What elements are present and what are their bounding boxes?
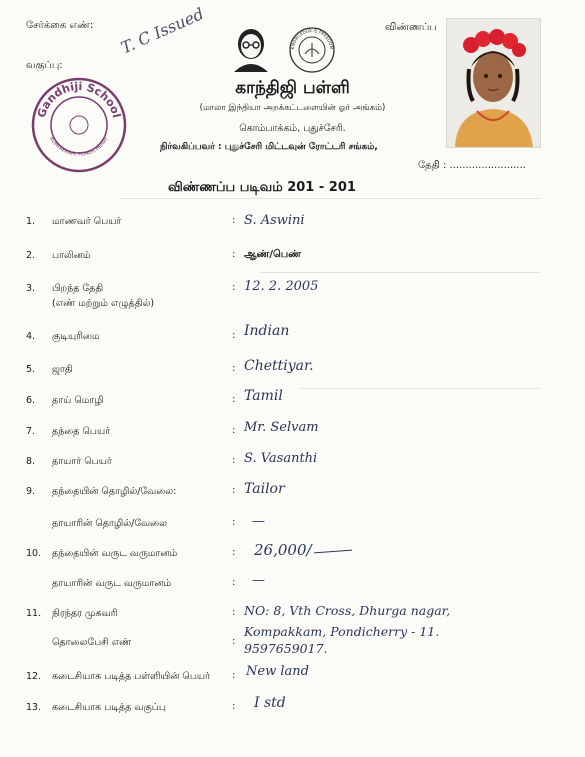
row-label-sub: (எண் மற்றும் எழுத்தில்) [52, 298, 155, 309]
previous-class-value[interactable]: I std [254, 695, 286, 711]
row-colon: : [232, 701, 236, 712]
admission-no-label: சேர்க்கை எண்: [26, 20, 94, 31]
address-line-2[interactable]: Kompakkam, Pondicherry - 11. [244, 624, 440, 639]
row-colon: : [232, 577, 236, 588]
row-colon: : [232, 455, 236, 466]
row-number: 7. [26, 426, 36, 437]
row-label: நிரந்தர முகவரி [52, 608, 118, 619]
row-number: 9. [26, 486, 36, 497]
bleed-line [260, 272, 540, 273]
form-title: விண்ணப்ப படிவம் 201 - 201 [168, 180, 356, 195]
row-label: தந்தை பெயர் [52, 426, 111, 437]
caste-value[interactable]: Chettiyar. [244, 358, 314, 374]
row-colon: : [232, 636, 236, 647]
row-colon: : [232, 394, 236, 405]
mother-income-value[interactable]: — [252, 573, 265, 588]
row-colon: : [232, 485, 236, 496]
row-label: தந்தையின் தொழில்/வேலை: [52, 486, 177, 497]
row-colon: : [232, 425, 236, 436]
rotary-emblem [288, 26, 336, 74]
row-number: 11. [26, 608, 42, 619]
row-label: தந்தையின் வருட வருமானம் [52, 548, 178, 559]
father-name-value[interactable]: Mr. Selvam [244, 420, 319, 435]
row-label: தாயாரின் வருட வருமானம் [52, 578, 172, 589]
income-underline [314, 550, 352, 554]
bleed-line [300, 388, 540, 389]
row-label: பாலினம் [52, 250, 91, 261]
student-name-value[interactable]: S. Aswini [244, 213, 305, 228]
row-colon: : [232, 215, 236, 226]
date-field[interactable] [418, 160, 526, 172]
mother-tongue-value[interactable]: Tamil [244, 388, 283, 404]
school-name: காந்திஜி பள்ளி [235, 78, 350, 98]
row-number: 12. [26, 671, 42, 682]
mother-name-value[interactable]: S. Vasanthi [244, 451, 318, 466]
row-number: 2. [26, 250, 36, 261]
nationality-value[interactable]: Indian [244, 323, 290, 339]
phone-value[interactable]: 9597659017. [244, 641, 328, 656]
row-label: பிறந்த தேதி [52, 283, 104, 294]
row-number: 10. [26, 548, 42, 559]
class-label: வகுப்பு: [26, 60, 63, 71]
row-label: மாணவர் பெயர் [52, 216, 122, 227]
row-colon: : [232, 363, 236, 374]
row-number: 8. [26, 456, 36, 467]
handwritten-tc-note: T. C Issued [118, 3, 207, 58]
row-number: 13. [26, 702, 42, 713]
row-label: தாய் மொழி [52, 395, 104, 406]
gandhi-portrait-icon [228, 24, 274, 72]
row-colon: : [232, 547, 236, 558]
row-label: ஜாதி [52, 364, 73, 375]
administered-by: நிர்வகிப்பவர் : புதுச்சேரி மிட்டவுன் ரோட்டரி சங்கம், [160, 142, 378, 152]
row-number: 1. [26, 216, 36, 227]
rotary-text: KNOWLEDGE IS FREEDOM [289, 27, 335, 50]
row-label: குடியுரிமை [52, 331, 100, 342]
row-colon: : [232, 517, 236, 528]
date-label: தேதி : [418, 160, 447, 171]
row-colon: : [232, 282, 236, 293]
mother-occupation-value[interactable]: — [252, 514, 265, 529]
row-label: தாயாரின் தொழில்/வேலை [52, 518, 168, 529]
row-label: கடைசியாக படித்த வகுப்பு [52, 702, 166, 713]
school-tagline: (மாலா இந்தியா அறக்கட்டளையின் ஓர் அங்கம்) [199, 103, 386, 113]
row-label: கடைசியாக படித்த பள்ளியின் பெயர் [52, 671, 210, 682]
seal-sub: KOMPAKKAM, PONDICHERRY [48, 136, 110, 158]
address-line-1[interactable]: NO: 8, Vth Cross, Dhurga nagar, [244, 603, 451, 618]
row-colon: : [232, 670, 236, 681]
row-colon: : [232, 249, 236, 260]
row-number: 6. [26, 395, 36, 406]
row-label: தொலைபேசி எண் [52, 637, 132, 648]
dob-value[interactable]: 12. 2. 2005 [244, 279, 319, 294]
father-occupation-value[interactable]: Tailor [244, 481, 285, 497]
school-address: கொம்பாக்கம், புதுச்சேரி. [239, 123, 346, 134]
row-colon: : [232, 330, 236, 341]
date-dots: ........................ [449, 160, 526, 171]
previous-school-value[interactable]: New land [246, 664, 309, 679]
gender-value[interactable]: ஆண்/பெண் [244, 249, 301, 260]
row-colon: : [232, 607, 236, 618]
row-label: தாயார் பெயர் [52, 456, 112, 467]
row-number: 5. [26, 364, 36, 375]
application-label: விண்ணப்ப [385, 22, 437, 33]
seal-name: Gandhiji School [34, 79, 124, 120]
svg-text:KOMPAKKAM, PONDICHERRY [48, 135, 110, 157]
row-number: 3. [26, 283, 36, 294]
bleed-line [120, 198, 540, 199]
father-income-value[interactable]: 26,000/ [254, 541, 312, 559]
row-number: 4. [26, 331, 36, 342]
